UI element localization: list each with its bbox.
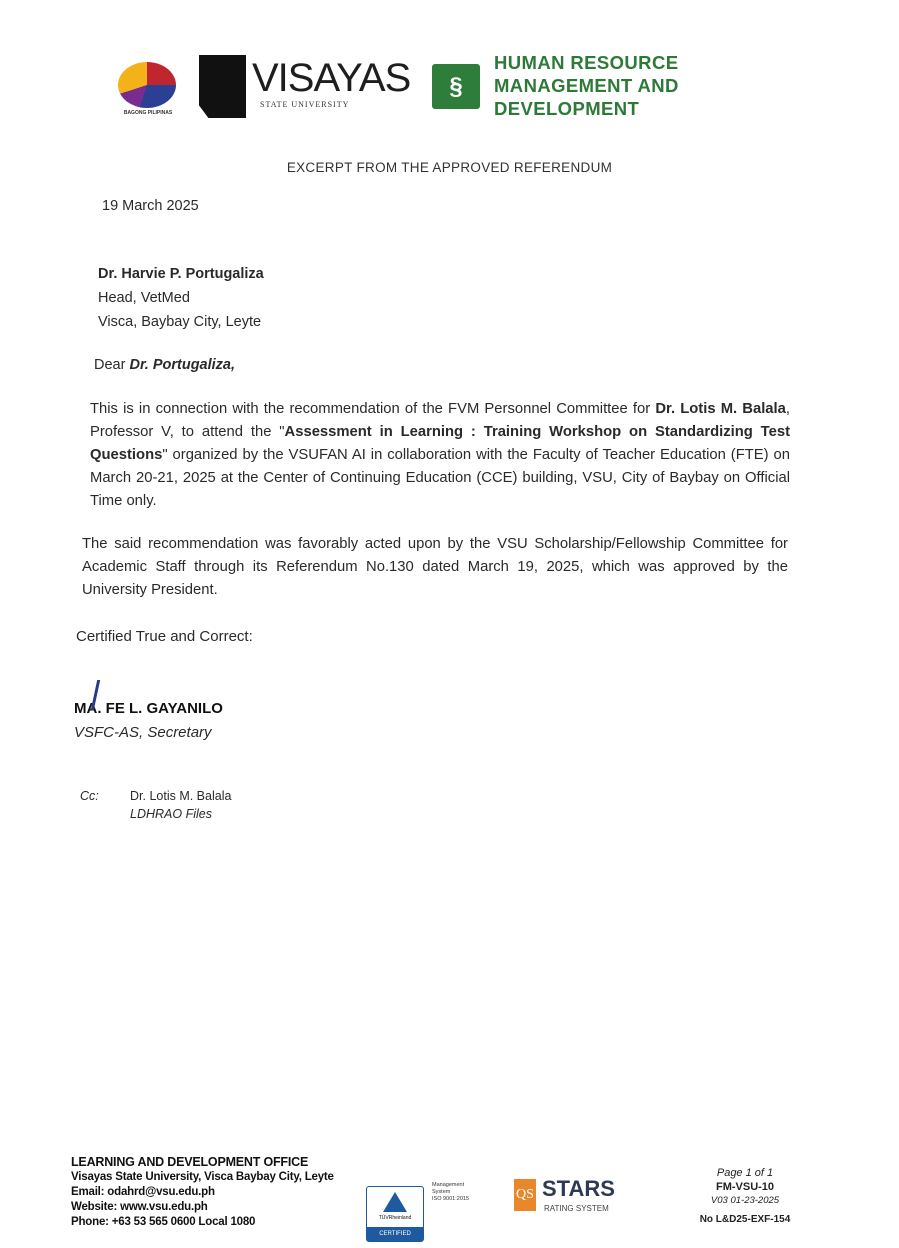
document-title: EXCERPT FROM THE APPROVED REFERENDUM (286, 160, 613, 175)
paragraph-recommendation: This is in connection with the recommendation of the FVM Personnel Committee for Dr. Lotis M. Balala, Professor V, to attend the "Assessment in Learning : Training Workshop on Standardizing Test Questions" organized by the VSUFAN AI in collaboration with the Faculty of Teacher Education (FTE) on March 20-21, 2025 at the Center of Continuing Education (CCE) building, VSU, City of Baybay on Official Time only. (90, 401, 790, 509)
signatory-name: MA. FE L. GAYANILO (74, 700, 223, 717)
addressee-block (98, 262, 264, 334)
signature-mark (91, 680, 130, 710)
vsu-emblem-logo (199, 55, 246, 118)
footer-contact: LEARNING AND DEVELOPMENT OFFICE Visayas State University, Visca Baybay City, Leyte Email: odahrd@vsu.edu.ph Website: www.vsu.edu.ph Phone: +63 53 565 0600 Local 1080 (71, 1155, 334, 1228)
cc-block (80, 787, 899, 823)
addressee-position: Head, VetMed (98, 290, 190, 306)
salutation: Dear Dr. Portugaliza, (94, 357, 236, 373)
paragraph-approval: The said recommendation was favorably acted upon by the VSU Scholarship/Fellowship Committee for Academic Staff through its Referendum No.130 dated March 19, 2025, which was approved by the University President. (82, 536, 788, 598)
stars-label: STARS (542, 1176, 615, 1201)
signatory-title: VSFC-AS, Secretary (74, 724, 212, 741)
addressee-address: Visca, Baybay City, Leyte (98, 314, 262, 330)
letter-body (0, 398, 899, 823)
iso-label: Management System ISO 9001:2015 (432, 1182, 470, 1202)
letter-date: 19 March 2025 (102, 198, 199, 214)
tuv-certification-logo: TÜVRheinland CERTIFIED (366, 1186, 424, 1242)
office-name: HUMAN RESOURCE MANAGEMENT AND DEVELOPMENT (494, 52, 679, 119)
form-info: Page 1 of 1 FM-VSU-10 V03 01-23-2025 No L&D25-EXF-154 (699, 1167, 791, 1225)
rating-system-label: RATING SYSTEM (544, 1204, 609, 1213)
cc-label: Cc: (80, 789, 99, 803)
university-name: VISAYAS (252, 56, 411, 100)
certification-label: Certified True and Correct: (76, 628, 253, 645)
hrmd-logo-icon: § (432, 64, 480, 109)
cc-list: Dr. Lotis M. Balala LDHRAO Files (130, 789, 232, 821)
qs-logo: QS (514, 1179, 536, 1211)
bagong-pilipinas-logo: BAGONG PILIPINAS (112, 58, 184, 120)
university-subtitle: STATE UNIVERSITY (260, 100, 350, 109)
addressee-name: Dr. Harvie P. Portugaliza (98, 266, 264, 282)
